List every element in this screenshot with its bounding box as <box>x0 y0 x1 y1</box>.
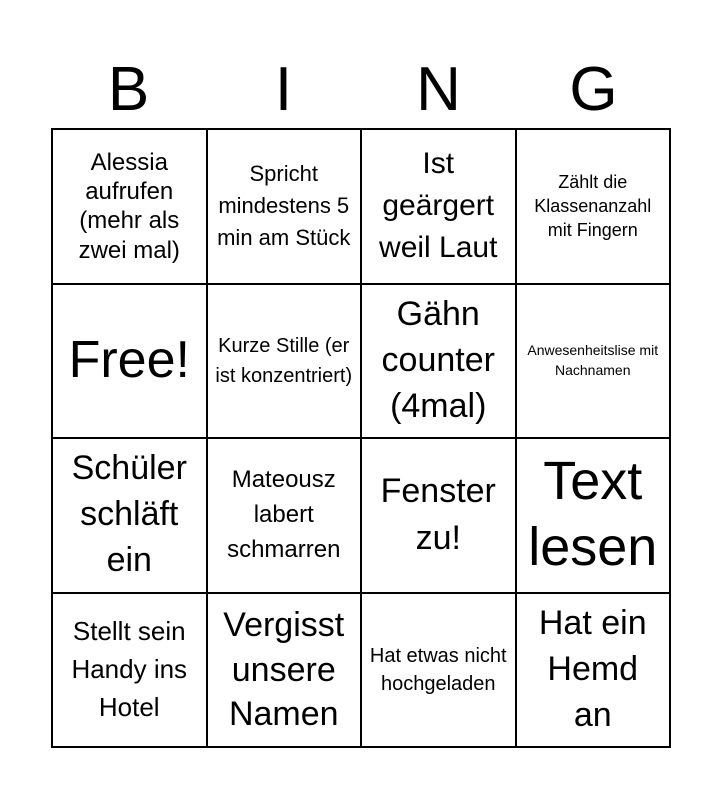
bingo-cell-text: Kurze Stille (er ist konzentriert) <box>215 334 353 387</box>
bingo-cell-r4c4[interactable] <box>517 594 672 749</box>
bingo-cell-text: Spricht mindestens 5 min am Stück <box>217 161 351 251</box>
bingo-cell-r2c1[interactable] <box>53 285 208 440</box>
bingo-cell-text: Fenster zu! <box>380 471 496 558</box>
bingo-cell-text: Stellt sein Handy ins Hotel <box>71 616 188 722</box>
bingo-cell-r1c2[interactable] <box>208 130 363 285</box>
bingo-cell-text: Zählt die Klassenanzahl mit Fingern <box>534 171 652 241</box>
bingo-cell-r1c4[interactable] <box>517 130 672 285</box>
bingo-cell-text: Hat ein Hemd an <box>538 603 647 734</box>
bingo-cell-text: Anwesenheitslise mit Nachnamen <box>527 342 659 378</box>
bingo-cell-text: Gähn counter (4mal) <box>381 294 495 425</box>
bingo-cell-r3c1[interactable] <box>53 439 208 594</box>
bingo-cell-text: Hat etwas nicht hochgeladen <box>369 644 507 695</box>
header-letter-i: I <box>274 55 293 124</box>
bingo-cell-r2c3[interactable] <box>362 285 517 440</box>
bingo-cell-r4c1[interactable] <box>53 594 208 749</box>
bingo-cell-text: Schüler schläft ein <box>71 449 187 580</box>
bingo-cell-r4c3[interactable] <box>362 594 517 749</box>
bingo-cell-r2c2[interactable] <box>208 285 363 440</box>
bingo-cell-text: Alessia aufrufen (mehr als zwei mal) <box>78 148 180 264</box>
bingo-header <box>51 52 671 128</box>
bingo-cell-r3c2[interactable] <box>208 439 363 594</box>
bingo-cell-text: Vergisst unsere Namen <box>223 606 345 733</box>
bingo-cell-text: Ist geärgert weil Laut <box>379 147 498 265</box>
bingo-cell-r1c1[interactable] <box>53 130 208 285</box>
header-letter-g: G <box>569 55 618 124</box>
bingo-cell-text: Free! <box>68 331 190 390</box>
bingo-cell-r3c3[interactable] <box>362 439 517 594</box>
bingo-board <box>51 128 671 748</box>
bingo-cell-r2c4[interactable] <box>517 285 672 440</box>
bingo-cell-r1c3[interactable] <box>362 130 517 285</box>
bingo-cell-r3c4[interactable] <box>517 439 672 594</box>
header-letter-n: N <box>416 55 461 124</box>
bingo-cell-text: Mateousz labert schmarren <box>227 466 341 563</box>
bingo-cell-r4c2[interactable] <box>208 594 363 749</box>
header-letter-b: B <box>107 55 150 124</box>
bingo-cell-text: Text lesen <box>528 451 658 578</box>
